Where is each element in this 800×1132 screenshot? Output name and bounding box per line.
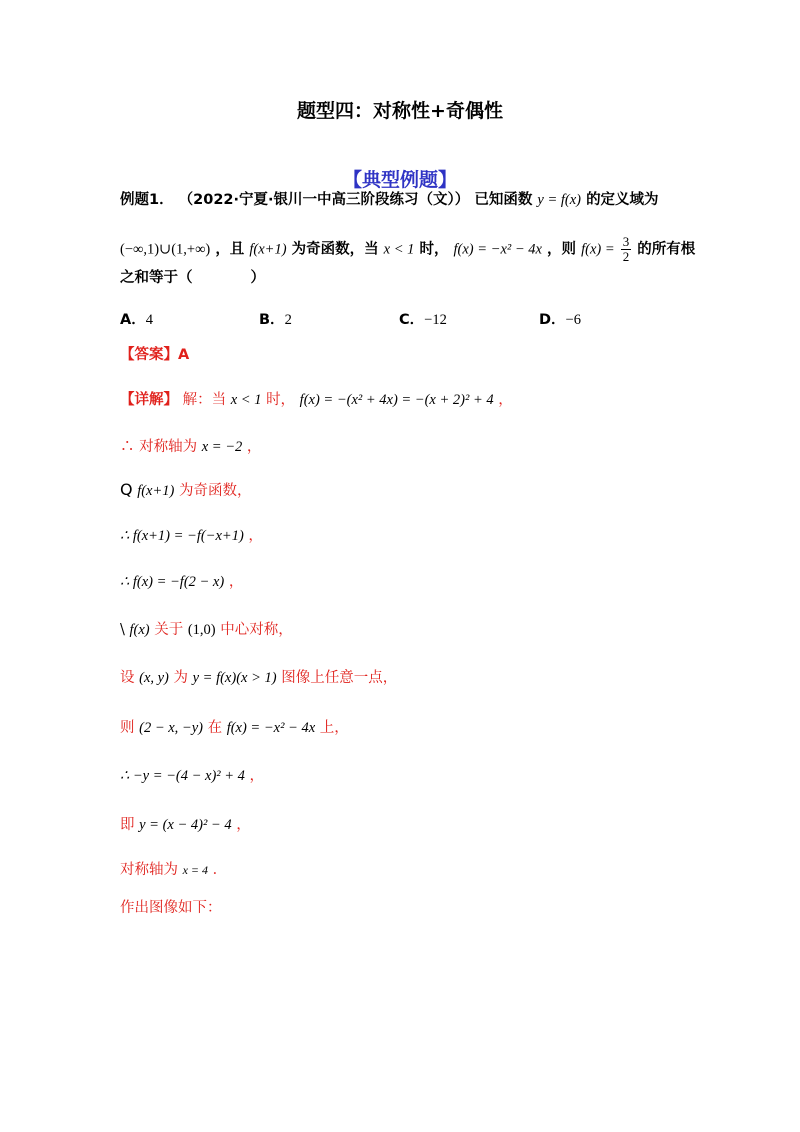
problem-label: 例题1．: [120, 192, 174, 208]
page-title: 题型四：对称性+奇偶性: [297, 100, 503, 122]
problem-line-3: 之和等于（ ）: [120, 270, 265, 286]
section-heading: 【典型例题】: [342, 169, 457, 191]
solution-line-6: \ f(x) 关于 (1,0) 中心对称，: [120, 622, 293, 638]
problem-line-2: (−∞,1)∪(1,+∞) ，且 f(x+1) 为奇函数，当 x < 1 时， f(x) = −x² − 4x ，则 f(x) = $\frac{3}{2}$ 的所有根: [120, 234, 696, 264]
solution-line-10: 即 y = (x − 4)² − 4 ，: [120, 817, 251, 833]
solution-line-5: ∴ f(x) = −f(2 − x) ，: [120, 574, 244, 590]
solution-line-7: 设 (x, y) 为 y = f(x)(x > 1) 图像上任意一点，: [120, 670, 398, 686]
fraction: $\frac{3}{2}$: [622, 234, 630, 264]
problem-source: （2022·宁夏·银川一中高三阶段练习（文））: [178, 192, 470, 208]
answer: 【答案】A: [120, 347, 190, 363]
problem-line-1: 例题1． （2022·宁夏·银川一中高三阶段练习（文）） 已知函数 y = f(x) 的定义域为: [120, 192, 659, 208]
solution-line-12: 作出图像如下：: [120, 900, 222, 916]
option-c[interactable]: C．−12: [399, 312, 447, 328]
solution-line-2: ∴ 对称轴为 x = −2 ，: [120, 439, 262, 455]
option-d[interactable]: D．−6: [539, 312, 581, 328]
solution-line-9: ∴ −y = −(4 − x)² + 4 ，: [120, 768, 265, 784]
option-b[interactable]: B．2: [259, 312, 292, 328]
solution-line-3: Q f(x+1) 为奇函数，: [120, 480, 252, 499]
solution-line-11: 对称轴为 x = 4 ．: [120, 862, 228, 878]
solution-line-8: 则 (2 − x, −y) 在 f(x) = −x² − 4x 上，: [120, 720, 349, 736]
solution-line-4: ∴ f(x+1) = −f(−x+1) ，: [120, 528, 263, 544]
option-a[interactable]: A．4: [120, 312, 153, 328]
solution-line-1: 【详解】 解：当 x < 1 时， f(x) = −(x² + 4x) = −(x + 2)² + 4 ，: [120, 392, 513, 408]
